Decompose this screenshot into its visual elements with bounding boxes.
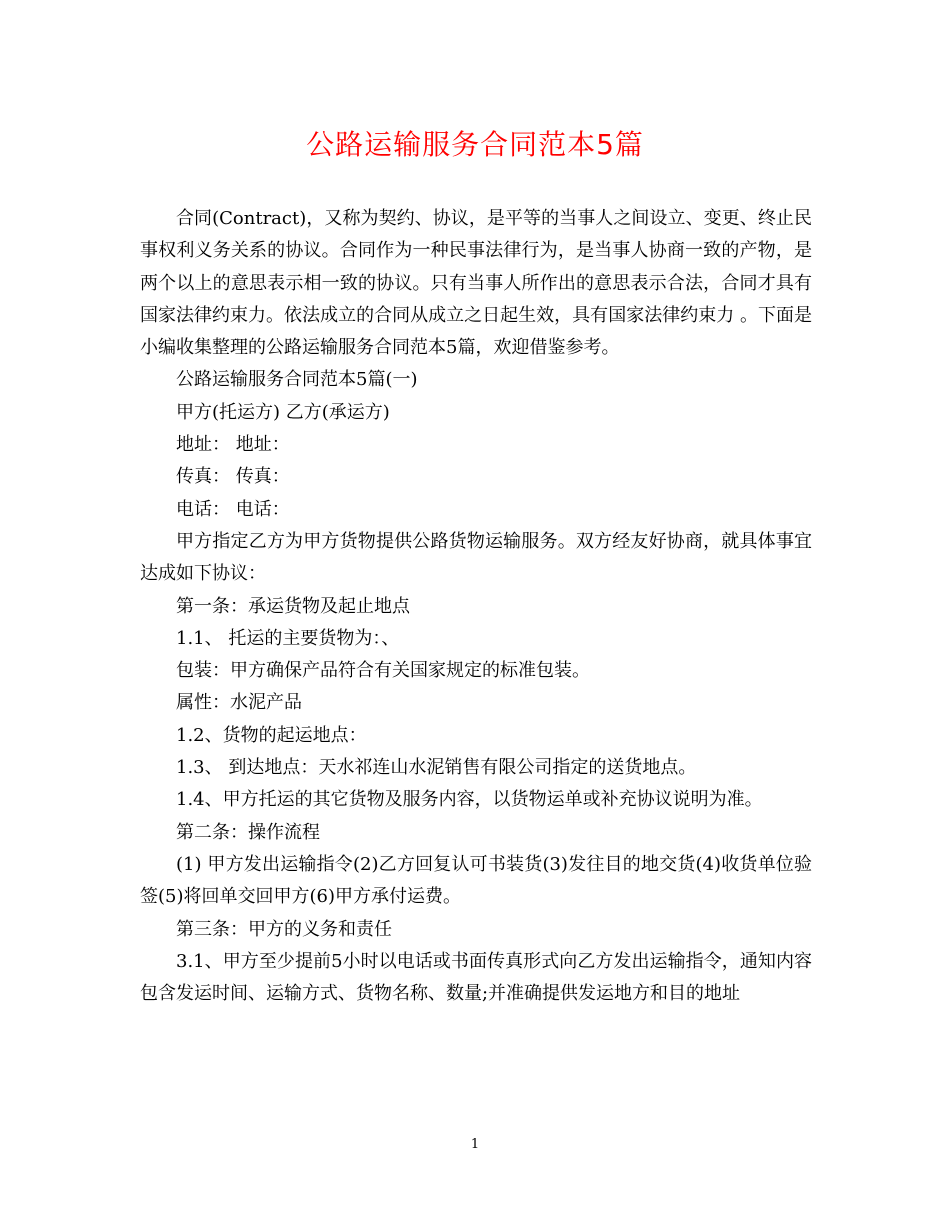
clause-1-3: 1.3、 到达地点：天水祁连山水泥销售有限公司指定的送货地点。 [176, 757, 697, 779]
article-one-heading: 第一条：承运货物及起止地点 [176, 595, 410, 617]
article-two-heading: 第二条：操作流程 [176, 821, 320, 843]
document-title: 公路运输服务合同范本5篇 [306, 128, 644, 161]
contract-heading: 公路运输服务合同范本5篇(一) [176, 369, 418, 391]
phone-line: 电话： 电话： [176, 498, 290, 520]
clause-3-1: 3.1、甲方至少提前5小时以电话或书面传真形式向乙方发出运输指令，通知内容包含发运时间、运输方式、货物名称、数量;并准确提供发运地方和目的地址 [140, 950, 812, 1005]
parties-line: 甲方(托运方) 乙方(承运方) [176, 401, 390, 423]
clause-1-4: 1.4、甲方托运的其它货物及服务内容，以货物运单或补充协议说明为准。 [176, 789, 763, 811]
page-number: 1 [470, 1137, 480, 1152]
process-paragraph: (1) 甲方发出运输指令(2)乙方回复认可书装货(3)发往目的地交货(4)收货单位验签(5)将回单交回甲方(6)甲方承付运费。 [140, 853, 812, 908]
property-line: 属性：水泥产品 [176, 692, 302, 714]
article-three-heading: 第三条：甲方的义务和责任 [176, 918, 392, 940]
fax-line: 传真： 传真： [176, 466, 290, 488]
intro-paragraph: 合同(Contract)，又称为契约、协议，是平等的当事人之间设立、变更、终止民事权利义务关系的协议。合同作为一种民事法律行为，是当事人协商一致的产物，是两个以上的意思表示相一致的协议。只有当事人所作出的意思表示合法，合同才具有国家法律约束力。依法成立的合同从成立之日起生效，具有国家法律约束力 。下面是小编收集整理的公路运输服务合同范本5篇，欢迎借鉴参考。 [140, 208, 812, 359]
agreement-paragraph: 甲方指定乙方为甲方货物提供公路货物运输服务。双方经友好协商，就具体事宜达成如下协议： [140, 530, 812, 585]
address-line: 地址： 地址： [176, 434, 290, 456]
document-body [140, 203, 812, 1010]
packaging-line: 包装：甲方确保产品符合有关国家规定的标准包装。 [176, 660, 590, 682]
clause-1-2: 1.2、货物的起运地点： [176, 724, 367, 746]
clause-1-1: 1.1、 托运的主要货物为：、 [176, 627, 400, 649]
